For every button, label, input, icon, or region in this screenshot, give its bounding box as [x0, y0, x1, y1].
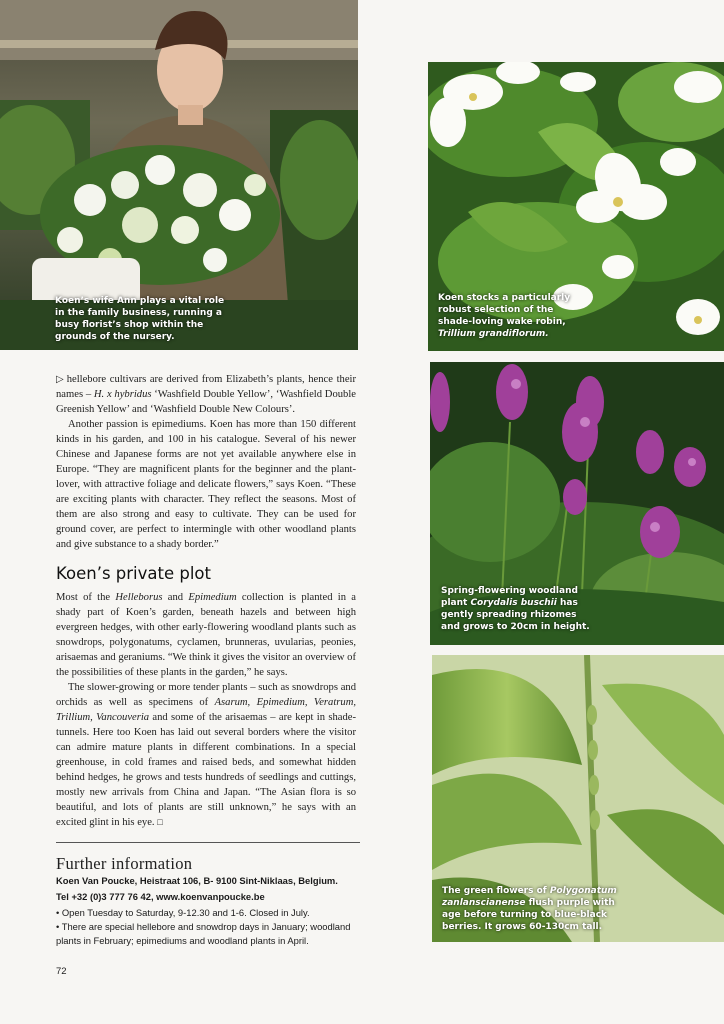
caption-corydalis-part-1: Spring-flowering woodland plant [441, 586, 578, 608]
article-body-bottom [56, 590, 356, 830]
paragraph-shade-tunnels [56, 680, 356, 830]
caption-polygonatum-part-2: flush purple with age before turning to blue-black berries. It grows 60-130cm tall. [442, 898, 615, 932]
para1-text-b: ‘Washfield Double Yellow’, ‘Washfield Double Greenish Yellow’ and ‘Washfield Double New Colours’. [56, 389, 356, 415]
paragraph-hellebore [56, 372, 356, 417]
photo-corydalis-buschii [430, 362, 724, 645]
end-of-article-mark: □ [157, 817, 163, 827]
section-heading-private-plot: Koen’s private plot [56, 564, 211, 583]
caption-corydalis-species: Corydalis buschii [470, 598, 557, 608]
nursery-contact: Tel +32 (0)3 777 76 42, www.koenvanpoucke.be [56, 891, 265, 902]
caption-corydalis [441, 585, 590, 633]
continued-arrow-icon: ▷ [56, 374, 64, 385]
nursery-address: Koen Van Poucke, Heistraat 106, B- 9100 Sint-Niklaas, Belgium. [56, 875, 338, 886]
photo-florist-with-bouquet [0, 0, 358, 350]
caption-polygonatum [442, 885, 617, 933]
paragraph-collection [56, 590, 356, 680]
paragraph-epimediums: Another passion is epimediums. Koen has more than 150 different kinds in his garden, and 100 in his catalogue. Several of his newer Chinese and Japanese forms are not yet available anywhere else in Europe. “They are magnificent plants for the beginner and the plant-lover, with attractive foliage and delicate flowers,” says Koen. “These are exciting plants with character. They reflect the seasons. Most of them are also strong and easy to cultivate. They can be used for ground cover, are perfect to intermingle with other woodland plants and give substance to a shady border.” [56, 419, 356, 550]
caption-corydalis-part-2: has gently spreading rhizomes and grows to 20cm in height. [441, 598, 590, 632]
caption-trillium-text: Koen stocks a particularly robust selection of the shade-loving wake robin, [438, 293, 571, 327]
divider-rule [56, 842, 360, 843]
opening-hours: • Open Tuesday to Saturday, 9-12.30 and 1-6. Closed in July. [56, 907, 310, 918]
article-body-top [56, 372, 356, 552]
caption-florist: Koen’s wife Ann plays a vital role in the family business, running a busy florist’s shop within the grounds of the nursery. [55, 296, 225, 342]
page-number: 72 [56, 966, 67, 977]
para4-text-a: The slower-growing or more tender plants – such as snowdrops and orchids as well as specimens of [56, 682, 356, 708]
photo-trillium-grandiflorum [428, 62, 724, 351]
para3-italic-2: Epimedium [188, 592, 237, 603]
para4-text-b: and some of the arisaemas – are kept in shade-tunnels. Here too Koen has laid out several borders where the visitor can admire mature plants in different combinations. In a special greenhouse, in cold frames and raised beds, and somewhat hidden behind hedges, he grows and tests hundreds of seedlings and cuttings, mostly new arrivals from China and Japan. “The Asian flora is so beautiful, and lots of plants are still unknown,” he says with an excited glint in his eye. [56, 712, 356, 828]
caption-trillium [438, 292, 570, 340]
para1-text-a: hellebore cultivars are derived from Elizabeth’s plants, hence their names – [56, 374, 356, 400]
further-information-heading: Further information [56, 854, 193, 873]
caption-trillium-species: Trillium grandiflorum. [438, 329, 549, 339]
para3-italic-1: Helleborus [115, 592, 163, 603]
para3-text-c: collection is planted in a shady part of Koen’s garden, beneath hazels and between high evergreen hedges, with other early-flowering woodland plants such as snowdrops, polygonatums, cyclamen, brunneras, uvularias, peonies, arisaemas and geraniums. “We think it gives the visitor an overview of the possibilities of these plants in the garden,” he says. [56, 592, 357, 678]
caption-polygonatum-part-1: The green flowers of [442, 886, 550, 896]
para4-italic: Asarum, Epimedium, Veratrum, Trillium, Vancouveria [56, 697, 356, 723]
caption-polygonatum-species: Polygonatum zanlanscianense [442, 886, 617, 908]
special-days: • There are special hellebore and snowdrop days in January; woodland plants in February; epimediums and woodland plants in April. [56, 921, 351, 946]
photo-polygonatum-zanlanscianense [432, 655, 724, 942]
para3-text-b: and [162, 592, 189, 603]
para1-italic: H. x hybridus [93, 389, 152, 400]
para3-text-a: Most of the [56, 592, 116, 603]
